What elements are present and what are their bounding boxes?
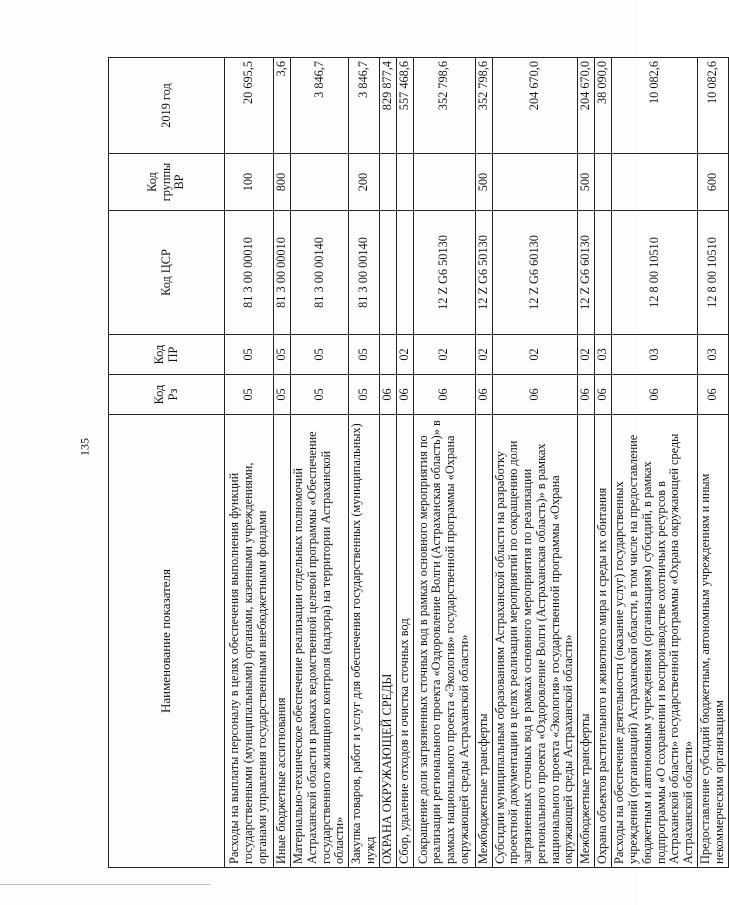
table-row — [291, 58, 349, 868]
scan-edge-line — [0, 884, 210, 885]
row-pr: 05 — [225, 335, 274, 375]
row-name: Субсидии муниципальным образованиям Астраханской области на разработку проектной документации в целях реализации мероприятий по сокращению доли загрязненных сточных вод в рамках основного мероприятия по реализации регионального проекта «Оздоровление Волги (Астраханская область)» в рамках национального проекта «Экология» государственной программы «Охрана окружающей среды Астраханской области» — [492, 415, 578, 868]
row-value: 3 846,7 — [291, 58, 349, 154]
row-csr: 81 3 00 00010 — [225, 211, 274, 335]
row-name: Предоставление субсидий бюджетным, автономным учреждениям и иным некоммерческим организациям — [698, 415, 729, 868]
row-csr — [595, 211, 612, 335]
row-rz: 06 — [396, 375, 413, 415]
row-pr: 02 — [492, 335, 578, 375]
row-rz: 06 — [595, 375, 612, 415]
table-row — [492, 58, 578, 868]
row-pr: 05 — [349, 335, 380, 375]
table-row — [225, 58, 274, 868]
header-row — [109, 58, 225, 868]
row-rz: 06 — [492, 375, 578, 415]
table-row — [612, 58, 698, 868]
row-vr: 800 — [274, 154, 291, 211]
row-pr: 03 — [595, 335, 612, 375]
row-rz: 05 — [225, 375, 274, 415]
row-value: 10 082,6 — [698, 58, 729, 154]
header-name: Наименование показателя — [109, 415, 225, 868]
row-vr — [396, 154, 413, 211]
row-name: ОХРАНА ОКРУЖАЮЩЕЙ СРЕДЫ — [379, 415, 396, 868]
row-rz: 05 — [349, 375, 380, 415]
header-year: 2019 год — [109, 58, 225, 154]
row-csr: 81 3 00 00140 — [349, 211, 380, 335]
row-value: 352 798,6 — [475, 58, 492, 154]
row-vr: 100 — [225, 154, 274, 211]
row-rz: 06 — [698, 375, 729, 415]
row-name: Межбюджетные трансферты — [475, 415, 492, 868]
row-csr: 12 Z G6 60130 — [578, 211, 595, 335]
row-csr — [396, 211, 413, 335]
row-csr: 12 8 00 10510 — [612, 211, 698, 335]
row-rz: 06 — [379, 375, 396, 415]
row-vr: 500 — [578, 154, 595, 211]
table-row — [595, 58, 612, 868]
row-pr — [379, 335, 396, 375]
table-row — [578, 58, 595, 868]
row-rz: 06 — [578, 375, 595, 415]
budget-table — [108, 57, 729, 868]
row-value: 20 695,5 — [225, 58, 274, 154]
row-vr — [612, 154, 698, 211]
table-row — [396, 58, 413, 868]
row-csr: 12 Z G6 50130 — [475, 211, 492, 335]
row-csr: 12 8 00 10510 — [698, 211, 729, 335]
row-name: Иные бюджетные ассигнования — [274, 415, 291, 868]
header-csr: Код ЦСР — [109, 211, 225, 335]
row-name: Расходы на обеспечение деятельности (оказание услуг) государственных учреждений (организаций) Астраханской области, в том числе на предоставление бюджетным и автономным учреждениям (организациям) субсидий, в рамках подпрограммы «О сохранении и воспроизводстве охотничьих ресурсов в Астраханской области» государственной программы «Охрана окружающей среды Астраханской области» — [612, 415, 698, 868]
row-pr: 05 — [274, 335, 291, 375]
header-pr: Код ПР — [109, 335, 225, 375]
header-rz: Код Рз — [109, 375, 225, 415]
row-csr: 12 Z G6 50130 — [413, 211, 475, 335]
row-rz: 06 — [413, 375, 475, 415]
row-value: 10 082,6 — [612, 58, 698, 154]
row-name: Сокращение доли загрязненных сточных вод в рамках основного мероприятия по реализации регионального проекта «Оздоровление Волги (Астраханская область)» в рамках национального проекта «Экология» государственной программы «Охрана окружающей среды Астраханской области» — [413, 415, 475, 868]
row-value: 829 877,4 — [379, 58, 396, 154]
table-row — [379, 58, 396, 868]
row-value: 352 798,6 — [413, 58, 475, 154]
rotated-content — [108, 58, 726, 868]
row-pr: 02 — [475, 335, 492, 375]
row-value: 3 846,7 — [349, 58, 380, 154]
row-pr: 02 — [396, 335, 413, 375]
row-value: 204 670,0 — [492, 58, 578, 154]
row-value: 557 468,6 — [396, 58, 413, 154]
table-row — [475, 58, 492, 868]
row-rz: 06 — [475, 375, 492, 415]
row-vr — [492, 154, 578, 211]
table-row — [413, 58, 475, 868]
row-pr: 03 — [698, 335, 729, 375]
row-vr: 200 — [349, 154, 380, 211]
row-vr — [413, 154, 475, 211]
row-vr — [291, 154, 349, 211]
row-value: 204 670,0 — [578, 58, 595, 154]
row-vr — [379, 154, 396, 211]
table-body — [225, 58, 729, 868]
row-pr: 05 — [291, 335, 349, 375]
row-pr: 02 — [413, 335, 475, 375]
row-csr: 81 3 00 00010 — [274, 211, 291, 335]
row-name: Расходы на выплаты персоналу в целях обеспечения выполнения функций государственными (муниципальными) органами, казенными учреждениями, органами управления государственными внебюджетными фондами — [225, 415, 274, 868]
row-rz: 06 — [612, 375, 698, 415]
row-rz: 05 — [274, 375, 291, 415]
row-pr: 03 — [612, 335, 698, 375]
row-vr — [595, 154, 612, 211]
row-name: Межбюджетные трансферты — [578, 415, 595, 868]
row-name: Закупка товаров, работ и услуг для обеспечения государственных (муниципальных) нужд — [349, 415, 380, 868]
page-number: 135 — [77, 438, 92, 456]
row-value: 38 090,0 — [595, 58, 612, 154]
row-csr: 81 3 00 00140 — [291, 211, 349, 335]
row-pr: 02 — [578, 335, 595, 375]
row-csr: 12 Z G6 60130 — [492, 211, 578, 335]
row-name: Сбор, удаление отходов и очистка сточных вод — [396, 415, 413, 868]
header-vr: Код группы ВР — [109, 154, 225, 211]
row-vr: 600 — [698, 154, 729, 211]
row-name: Материально-техническое обеспечение реализации отдельных полномочий Астраханской области в рамках ведомственной целевой программы «Обеспечение государственного жилищного контроля (надзора) на территории Астраханской области» — [291, 415, 349, 868]
table-row — [698, 58, 729, 868]
row-rz: 05 — [291, 375, 349, 415]
row-name: Охрана объектов растительного и животного мира и среды их обитания — [595, 415, 612, 868]
row-value: 3,6 — [274, 58, 291, 154]
row-csr — [379, 211, 396, 335]
table-row — [274, 58, 291, 868]
row-vr: 500 — [475, 154, 492, 211]
table-row — [349, 58, 380, 868]
